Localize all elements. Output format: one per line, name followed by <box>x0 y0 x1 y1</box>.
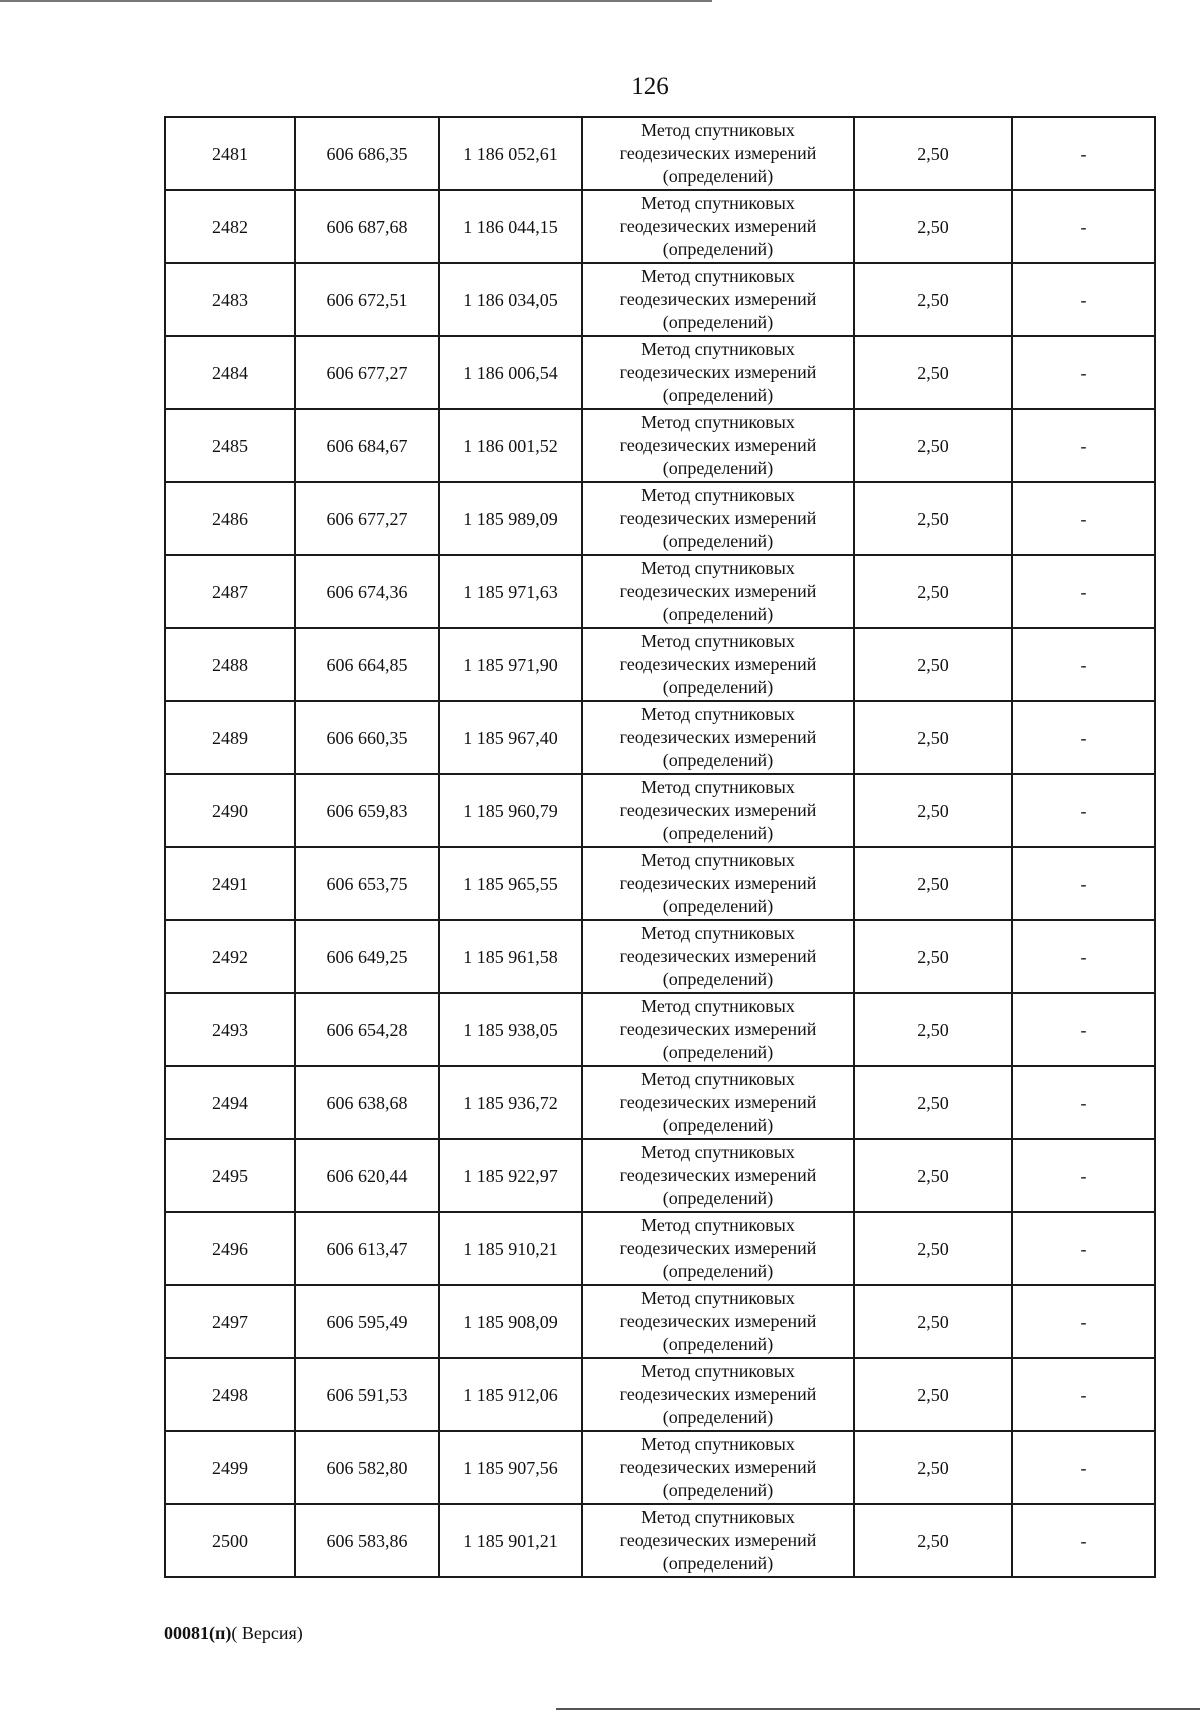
method-line: геодезических измерений <box>619 289 817 309</box>
x-coordinate-cell: 606 591,53 <box>295 1358 439 1431</box>
point-number-cell: 2493 <box>165 993 295 1066</box>
table-row <box>165 1358 1155 1431</box>
method-line: (определений) <box>662 166 774 186</box>
note-cell: - <box>1012 117 1155 190</box>
method-line: Метод спутниковых <box>641 558 795 578</box>
point-number-cell: 2500 <box>165 1504 295 1577</box>
method-cell <box>582 117 854 190</box>
method-line: геодезических измерений <box>619 581 817 601</box>
accuracy-cell: 2,50 <box>854 409 1012 482</box>
version-label: ( Версия) <box>231 1623 303 1643</box>
accuracy-cell: 2,50 <box>854 847 1012 920</box>
method-line: (определений) <box>662 896 774 916</box>
table-row <box>165 920 1155 993</box>
method-line: (определений) <box>662 1188 774 1208</box>
method-cell <box>582 409 854 482</box>
method-line: геодезических измерений <box>619 654 817 674</box>
accuracy-cell: 2,50 <box>854 1212 1012 1285</box>
coordinates-table <box>164 116 1156 1578</box>
method-line: Метод спутниковых <box>641 120 795 140</box>
method-line: геодезических измерений <box>619 946 817 966</box>
method-line: Метод спутниковых <box>641 1361 795 1381</box>
method-line: геодезических измерений <box>619 1092 817 1112</box>
method-line: (определений) <box>662 604 774 624</box>
accuracy-cell: 2,50 <box>854 1285 1012 1358</box>
method-line: (определений) <box>662 969 774 989</box>
y-coordinate-cell: 1 185 922,97 <box>439 1139 582 1212</box>
accuracy-cell: 2,50 <box>854 555 1012 628</box>
method-cell <box>582 1358 854 1431</box>
method-cell <box>582 336 854 409</box>
method-line: геодезических измерений <box>619 362 817 382</box>
method-line: (определений) <box>662 823 774 843</box>
table-row <box>165 628 1155 701</box>
method-line: геодезических измерений <box>619 216 817 236</box>
note-cell: - <box>1012 774 1155 847</box>
point-number-cell: 2499 <box>165 1431 295 1504</box>
point-number-cell: 2481 <box>165 117 295 190</box>
accuracy-cell: 2,50 <box>854 701 1012 774</box>
method-line: Метод спутниковых <box>641 193 795 213</box>
method-line: Метод спутниковых <box>641 1434 795 1454</box>
point-number-cell: 2495 <box>165 1139 295 1212</box>
x-coordinate-cell: 606 595,49 <box>295 1285 439 1358</box>
method-line: (определений) <box>662 458 774 478</box>
accuracy-cell: 2,50 <box>854 336 1012 409</box>
note-cell: - <box>1012 1431 1155 1504</box>
method-cell <box>582 847 854 920</box>
note-cell: - <box>1012 263 1155 336</box>
method-cell <box>582 628 854 701</box>
y-coordinate-cell: 1 185 908,09 <box>439 1285 582 1358</box>
x-coordinate-cell: 606 653,75 <box>295 847 439 920</box>
point-number-cell: 2492 <box>165 920 295 993</box>
x-coordinate-cell: 606 686,35 <box>295 117 439 190</box>
y-coordinate-cell: 1 185 912,06 <box>439 1358 582 1431</box>
x-coordinate-cell: 606 582,80 <box>295 1431 439 1504</box>
point-number-cell: 2485 <box>165 409 295 482</box>
accuracy-cell: 2,50 <box>854 1504 1012 1577</box>
x-coordinate-cell: 606 677,27 <box>295 482 439 555</box>
note-cell: - <box>1012 1358 1155 1431</box>
method-line: Метод спутниковых <box>641 339 795 359</box>
x-coordinate-cell: 606 613,47 <box>295 1212 439 1285</box>
y-coordinate-cell: 1 185 960,79 <box>439 774 582 847</box>
method-line: (определений) <box>662 1261 774 1281</box>
method-line: Метод спутниковых <box>641 923 795 943</box>
method-line: геодезических измерений <box>619 143 817 163</box>
x-coordinate-cell: 606 687,68 <box>295 190 439 263</box>
table-row <box>165 1431 1155 1504</box>
table-row <box>165 1504 1155 1577</box>
point-number-cell: 2498 <box>165 1358 295 1431</box>
note-cell: - <box>1012 190 1155 263</box>
method-line: Метод спутниковых <box>641 996 795 1016</box>
accuracy-cell: 2,50 <box>854 482 1012 555</box>
table-row <box>165 1285 1155 1358</box>
method-cell <box>582 555 854 628</box>
accuracy-cell: 2,50 <box>854 117 1012 190</box>
method-line: (определений) <box>662 1480 774 1500</box>
table-row <box>165 409 1155 482</box>
note-cell: - <box>1012 555 1155 628</box>
x-coordinate-cell: 606 583,86 <box>295 1504 439 1577</box>
y-coordinate-cell: 1 185 910,21 <box>439 1212 582 1285</box>
note-cell: - <box>1012 1139 1155 1212</box>
method-line: геодезических измерений <box>619 1311 817 1331</box>
method-line: геодезических измерений <box>619 1238 817 1258</box>
method-cell <box>582 1139 854 1212</box>
y-coordinate-cell: 1 185 936,72 <box>439 1066 582 1139</box>
x-coordinate-cell: 606 659,83 <box>295 774 439 847</box>
method-line: Метод спутниковых <box>641 1507 795 1527</box>
table-row <box>165 1139 1155 1212</box>
y-coordinate-cell: 1 185 971,90 <box>439 628 582 701</box>
method-line: Метод спутниковых <box>641 1142 795 1162</box>
method-cell <box>582 701 854 774</box>
method-line: (определений) <box>662 1407 774 1427</box>
accuracy-cell: 2,50 <box>854 263 1012 336</box>
note-cell: - <box>1012 1504 1155 1577</box>
method-line: Метод спутниковых <box>641 704 795 724</box>
method-cell <box>582 1431 854 1504</box>
note-cell: - <box>1012 993 1155 1066</box>
method-line: (определений) <box>662 1115 774 1135</box>
method-cell <box>582 1504 854 1577</box>
note-cell: - <box>1012 409 1155 482</box>
method-cell <box>582 920 854 993</box>
method-line: геодезических измерений <box>619 1019 817 1039</box>
accuracy-cell: 2,50 <box>854 1431 1012 1504</box>
y-coordinate-cell: 1 186 044,15 <box>439 190 582 263</box>
method-line: Метод спутниковых <box>641 631 795 651</box>
note-cell: - <box>1012 1285 1155 1358</box>
table-row <box>165 993 1155 1066</box>
note-cell: - <box>1012 1066 1155 1139</box>
y-coordinate-cell: 1 185 989,09 <box>439 482 582 555</box>
method-line: (определений) <box>662 750 774 770</box>
method-line: геодезических измерений <box>619 435 817 455</box>
point-number-cell: 2496 <box>165 1212 295 1285</box>
method-line: Метод спутниковых <box>641 485 795 505</box>
point-number-cell: 2491 <box>165 847 295 920</box>
method-line: геодезических измерений <box>619 873 817 893</box>
document-version-footer <box>164 1622 303 1644</box>
point-number-cell: 2486 <box>165 482 295 555</box>
table-row <box>165 774 1155 847</box>
method-line: Метод спутниковых <box>641 1288 795 1308</box>
y-coordinate-cell: 1 186 052,61 <box>439 117 582 190</box>
method-line: (определений) <box>662 1334 774 1354</box>
table-row <box>165 482 1155 555</box>
method-line: Метод спутниковых <box>641 412 795 432</box>
y-coordinate-cell: 1 185 967,40 <box>439 701 582 774</box>
method-line: геодезических измерений <box>619 1457 817 1477</box>
y-coordinate-cell: 1 186 006,54 <box>439 336 582 409</box>
point-number-cell: 2489 <box>165 701 295 774</box>
accuracy-cell: 2,50 <box>854 920 1012 993</box>
method-line: геодезических измерений <box>619 1165 817 1185</box>
y-coordinate-cell: 1 186 034,05 <box>439 263 582 336</box>
top-rule <box>0 0 712 2</box>
point-number-cell: 2490 <box>165 774 295 847</box>
method-line: (определений) <box>662 239 774 259</box>
method-line: Метод спутниковых <box>641 850 795 870</box>
accuracy-cell: 2,50 <box>854 628 1012 701</box>
form-code: 00081(п) <box>164 1623 232 1643</box>
accuracy-cell: 2,50 <box>854 190 1012 263</box>
table-row <box>165 1066 1155 1139</box>
table-row <box>165 117 1155 190</box>
method-cell <box>582 190 854 263</box>
point-number-cell: 2483 <box>165 263 295 336</box>
note-cell: - <box>1012 336 1155 409</box>
table-row <box>165 701 1155 774</box>
method-line: геодезических измерений <box>619 1384 817 1404</box>
x-coordinate-cell: 606 672,51 <box>295 263 439 336</box>
table-row <box>165 847 1155 920</box>
point-number-cell: 2482 <box>165 190 295 263</box>
accuracy-cell: 2,50 <box>854 774 1012 847</box>
x-coordinate-cell: 606 638,68 <box>295 1066 439 1139</box>
method-line: геодезических измерений <box>619 727 817 747</box>
accuracy-cell: 2,50 <box>854 1139 1012 1212</box>
y-coordinate-cell: 1 185 938,05 <box>439 993 582 1066</box>
table-body <box>165 117 1155 1577</box>
method-line: Метод спутниковых <box>641 777 795 797</box>
method-cell <box>582 993 854 1066</box>
x-coordinate-cell: 606 674,36 <box>295 555 439 628</box>
table-row <box>165 190 1155 263</box>
note-cell: - <box>1012 701 1155 774</box>
y-coordinate-cell: 1 185 971,63 <box>439 555 582 628</box>
table-row <box>165 263 1155 336</box>
method-line: (определений) <box>662 385 774 405</box>
accuracy-cell: 2,50 <box>854 1358 1012 1431</box>
bottom-rule <box>556 1708 1200 1710</box>
x-coordinate-cell: 606 660,35 <box>295 701 439 774</box>
table-row <box>165 555 1155 628</box>
point-number-cell: 2494 <box>165 1066 295 1139</box>
table-row <box>165 1212 1155 1285</box>
y-coordinate-cell: 1 186 001,52 <box>439 409 582 482</box>
method-line: (определений) <box>662 1042 774 1062</box>
x-coordinate-cell: 606 677,27 <box>295 336 439 409</box>
point-number-cell: 2488 <box>165 628 295 701</box>
note-cell: - <box>1012 1212 1155 1285</box>
note-cell: - <box>1012 628 1155 701</box>
method-cell <box>582 774 854 847</box>
x-coordinate-cell: 606 649,25 <box>295 920 439 993</box>
method-cell <box>582 263 854 336</box>
y-coordinate-cell: 1 185 907,56 <box>439 1431 582 1504</box>
method-line: (определений) <box>662 1553 774 1573</box>
method-line: геодезических измерений <box>619 508 817 528</box>
method-line: (определений) <box>662 312 774 332</box>
note-cell: - <box>1012 847 1155 920</box>
point-number-cell: 2497 <box>165 1285 295 1358</box>
method-cell <box>582 482 854 555</box>
point-number-cell: 2484 <box>165 336 295 409</box>
method-line: Метод спутниковых <box>641 1215 795 1235</box>
method-cell <box>582 1066 854 1139</box>
method-line: (определений) <box>662 677 774 697</box>
y-coordinate-cell: 1 185 901,21 <box>439 1504 582 1577</box>
method-line: Метод спутниковых <box>641 1069 795 1089</box>
x-coordinate-cell: 606 620,44 <box>295 1139 439 1212</box>
method-line: (определений) <box>662 531 774 551</box>
note-cell: - <box>1012 482 1155 555</box>
y-coordinate-cell: 1 185 961,58 <box>439 920 582 993</box>
method-line: геодезических измерений <box>619 800 817 820</box>
x-coordinate-cell: 606 684,67 <box>295 409 439 482</box>
note-cell: - <box>1012 920 1155 993</box>
accuracy-cell: 2,50 <box>854 1066 1012 1139</box>
point-number-cell: 2487 <box>165 555 295 628</box>
x-coordinate-cell: 606 664,85 <box>295 628 439 701</box>
table-row <box>165 336 1155 409</box>
method-line: геодезических измерений <box>619 1530 817 1550</box>
page-number: 126 <box>631 73 669 100</box>
x-coordinate-cell: 606 654,28 <box>295 993 439 1066</box>
method-cell <box>582 1285 854 1358</box>
method-cell <box>582 1212 854 1285</box>
method-line: Метод спутниковых <box>641 266 795 286</box>
accuracy-cell: 2,50 <box>854 993 1012 1066</box>
y-coordinate-cell: 1 185 965,55 <box>439 847 582 920</box>
